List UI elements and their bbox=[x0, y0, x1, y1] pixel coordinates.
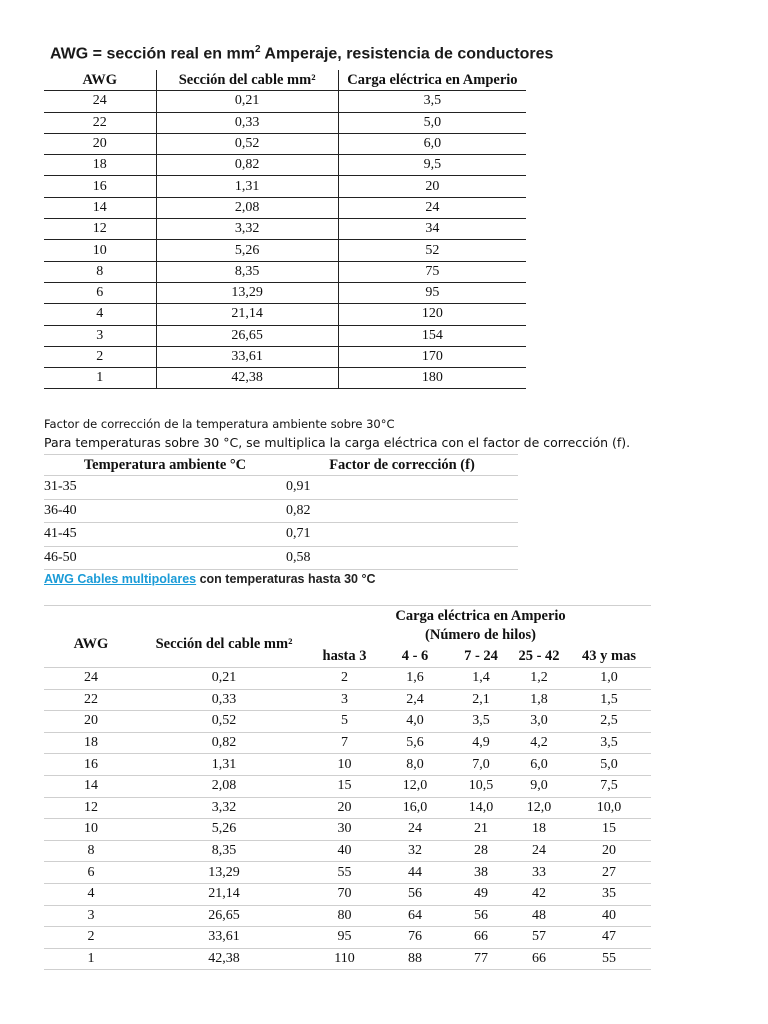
table-cell: 1,5 bbox=[567, 689, 651, 711]
table-cell: 180 bbox=[338, 368, 526, 389]
table-cell: 3,5 bbox=[567, 732, 651, 754]
table1-title-rest: Amperaje, resistencia de conductores bbox=[260, 45, 554, 63]
table-cell: 36-40 bbox=[44, 499, 286, 523]
table-cell: 5,0 bbox=[567, 754, 651, 776]
table-row bbox=[44, 240, 526, 261]
ampere-group-line1: Carga eléctrica en Amperio bbox=[395, 608, 566, 624]
table-cell: 4 bbox=[44, 883, 138, 905]
table-cell: 18 bbox=[44, 732, 138, 754]
column-header-awg: AWG bbox=[44, 606, 138, 668]
table-row bbox=[44, 261, 526, 282]
table-cell: 33,61 bbox=[138, 927, 310, 949]
table-cell: 40 bbox=[310, 840, 379, 862]
table-cell: 80 bbox=[310, 905, 379, 927]
table-row bbox=[44, 523, 518, 547]
table-row bbox=[44, 668, 651, 690]
ampere-group-line2: (Número de hilos) bbox=[425, 627, 536, 643]
table-cell: 6 bbox=[44, 862, 138, 884]
table-cell: 0,82 bbox=[286, 499, 518, 523]
table-cell: 120 bbox=[338, 304, 526, 325]
table-row bbox=[44, 711, 651, 733]
multipolar-heading-rest: con temperaturas hasta 30 °C bbox=[196, 572, 376, 586]
table-cell: 170 bbox=[338, 346, 526, 367]
sub-header-hasta-3: hasta 3 bbox=[310, 646, 379, 668]
table-cell: 10 bbox=[310, 754, 379, 776]
table-cell: 1,0 bbox=[567, 668, 651, 690]
table-cell: 1,31 bbox=[138, 754, 310, 776]
table-row bbox=[44, 819, 651, 841]
sub-header-7-24: 7 - 24 bbox=[451, 646, 511, 668]
table-row bbox=[44, 368, 526, 389]
table-cell: 56 bbox=[451, 905, 511, 927]
table-cell: 18 bbox=[44, 155, 156, 176]
table-cell: 4,9 bbox=[451, 732, 511, 754]
table-cell: 2 bbox=[44, 927, 138, 949]
table-cell: 20 bbox=[44, 133, 156, 154]
table-cell: 6,0 bbox=[338, 133, 526, 154]
table-cell: 13,29 bbox=[156, 282, 338, 303]
table-cell: 15 bbox=[310, 775, 379, 797]
table-cell: 75 bbox=[338, 261, 526, 282]
table-cell: 9,5 bbox=[338, 155, 526, 176]
table-cell: 5,6 bbox=[379, 732, 451, 754]
table-cell: 8,35 bbox=[138, 840, 310, 862]
table-cell: 10 bbox=[44, 819, 138, 841]
table-row bbox=[44, 546, 518, 570]
table-cell: 4,2 bbox=[511, 732, 567, 754]
table-row bbox=[44, 948, 651, 970]
table-cell: 1,31 bbox=[156, 176, 338, 197]
table-row bbox=[44, 176, 526, 197]
table-cell: 7 bbox=[310, 732, 379, 754]
table-cell: 0,82 bbox=[156, 155, 338, 176]
table-cell: 18 bbox=[511, 819, 567, 841]
table-row bbox=[44, 775, 651, 797]
table-cell: 0,71 bbox=[286, 523, 518, 547]
table-cell: 95 bbox=[338, 282, 526, 303]
table-cell: 41-45 bbox=[44, 523, 286, 547]
table-cell: 1 bbox=[44, 948, 138, 970]
table-cell: 3 bbox=[310, 689, 379, 711]
table-cell: 12,0 bbox=[511, 797, 567, 819]
table-cell: 0,21 bbox=[138, 668, 310, 690]
table-cell: 154 bbox=[338, 325, 526, 346]
table-cell: 3,0 bbox=[511, 711, 567, 733]
table-cell: 14 bbox=[44, 197, 156, 218]
table-cell: 49 bbox=[451, 883, 511, 905]
table-cell: 10,5 bbox=[451, 775, 511, 797]
table-cell: 5,26 bbox=[138, 819, 310, 841]
table-cell: 66 bbox=[451, 927, 511, 949]
table-cell: 38 bbox=[451, 862, 511, 884]
table-cell: 16 bbox=[44, 176, 156, 197]
table-cell: 42 bbox=[511, 883, 567, 905]
table-cell: 13,29 bbox=[138, 862, 310, 884]
table-cell: 10 bbox=[44, 240, 156, 261]
table-cell: 1 bbox=[44, 368, 156, 389]
table-cell: 3,5 bbox=[338, 91, 526, 112]
table-cell: 15 bbox=[567, 819, 651, 841]
table-cell: 4 bbox=[44, 304, 156, 325]
table-row bbox=[44, 346, 526, 367]
table-row bbox=[44, 883, 651, 905]
table-row bbox=[44, 862, 651, 884]
table-row bbox=[44, 133, 526, 154]
table-cell: 64 bbox=[379, 905, 451, 927]
table-cell: 20 bbox=[567, 840, 651, 862]
table-cell: 5 bbox=[310, 711, 379, 733]
table-row bbox=[44, 112, 526, 133]
table-cell: 16 bbox=[44, 754, 138, 776]
table-row bbox=[44, 927, 651, 949]
table-cell: 40 bbox=[567, 905, 651, 927]
factor-title: Factor de corrección de la temperatura ambiente sobre 30°C bbox=[44, 417, 395, 431]
table-cell: 110 bbox=[310, 948, 379, 970]
table-cell: 0,82 bbox=[138, 732, 310, 754]
table-cell: 1,6 bbox=[379, 668, 451, 690]
table-cell: 21,14 bbox=[138, 883, 310, 905]
table-cell: 14,0 bbox=[451, 797, 511, 819]
awg-multipolar-link[interactable]: AWG Cables multipolares bbox=[44, 572, 197, 586]
table-row bbox=[44, 325, 526, 346]
table-cell: 57 bbox=[511, 927, 567, 949]
multipolar-table bbox=[44, 605, 651, 970]
table-row bbox=[44, 905, 651, 927]
table-cell: 24 bbox=[338, 197, 526, 218]
column-header-ampere-group bbox=[310, 606, 651, 647]
table-cell: 8,0 bbox=[379, 754, 451, 776]
table-cell: 46-50 bbox=[44, 546, 286, 570]
factor-subtitle: Para temperaturas sobre 30 °C, se multiplica la carga eléctrica con el factor de corrección (f). bbox=[44, 435, 631, 450]
table-cell: 22 bbox=[44, 112, 156, 133]
table-row bbox=[44, 797, 651, 819]
table-cell: 0,52 bbox=[156, 133, 338, 154]
table1-title-superscript: 2 bbox=[254, 44, 261, 55]
table-cell: 21,14 bbox=[156, 304, 338, 325]
table-cell: 20 bbox=[44, 711, 138, 733]
sub-header-25-42: 25 - 42 bbox=[511, 646, 567, 668]
table-row bbox=[44, 754, 651, 776]
table-cell: 0,33 bbox=[138, 689, 310, 711]
table-cell: 20 bbox=[310, 797, 379, 819]
table1-title-main: AWG = sección real en mm bbox=[50, 45, 255, 63]
correction-factor-table bbox=[44, 454, 518, 570]
table-cell: 2 bbox=[44, 346, 156, 367]
table-cell: 33 bbox=[511, 862, 567, 884]
table-cell: 3,32 bbox=[138, 797, 310, 819]
table-cell: 70 bbox=[310, 883, 379, 905]
column-header-awg: AWG bbox=[44, 70, 156, 91]
table-cell: 0,52 bbox=[138, 711, 310, 733]
table-cell: 28 bbox=[451, 840, 511, 862]
table1-title bbox=[50, 44, 553, 63]
table-cell: 31-35 bbox=[44, 476, 286, 500]
table-cell: 7,0 bbox=[451, 754, 511, 776]
table-cell: 2 bbox=[310, 668, 379, 690]
table-cell: 2,08 bbox=[138, 775, 310, 797]
table-cell: 26,65 bbox=[138, 905, 310, 927]
table-cell: 34 bbox=[338, 219, 526, 240]
table-cell: 42,38 bbox=[138, 948, 310, 970]
table-cell: 6,0 bbox=[511, 754, 567, 776]
column-header-temperature: Temperatura ambiente °C bbox=[44, 455, 286, 476]
table-cell: 24 bbox=[44, 668, 138, 690]
table-cell: 1,2 bbox=[511, 668, 567, 690]
table-cell: 8 bbox=[44, 840, 138, 862]
table-cell: 33,61 bbox=[156, 346, 338, 367]
table-cell: 14 bbox=[44, 775, 138, 797]
table-cell: 0,91 bbox=[286, 476, 518, 500]
table-cell: 5,26 bbox=[156, 240, 338, 261]
table-cell: 88 bbox=[379, 948, 451, 970]
table-row bbox=[44, 219, 526, 240]
table-row bbox=[44, 282, 526, 303]
table-cell: 27 bbox=[567, 862, 651, 884]
table-cell: 2,4 bbox=[379, 689, 451, 711]
table-cell: 30 bbox=[310, 819, 379, 841]
table-cell: 24 bbox=[511, 840, 567, 862]
table-cell: 44 bbox=[379, 862, 451, 884]
table-row bbox=[44, 304, 526, 325]
table-row bbox=[44, 155, 526, 176]
table-cell: 12,0 bbox=[379, 775, 451, 797]
table-cell: 26,65 bbox=[156, 325, 338, 346]
sub-header-43-mas: 43 y mas bbox=[567, 646, 651, 668]
table-cell: 6 bbox=[44, 282, 156, 303]
table-cell: 21 bbox=[451, 819, 511, 841]
table-cell: 12 bbox=[44, 219, 156, 240]
table-cell: 3 bbox=[44, 905, 138, 927]
table-cell: 0,58 bbox=[286, 546, 518, 570]
table-cell: 56 bbox=[379, 883, 451, 905]
table-cell: 55 bbox=[567, 948, 651, 970]
table-cell: 2,1 bbox=[451, 689, 511, 711]
table-cell: 35 bbox=[567, 883, 651, 905]
column-header-section: Sección del cable mm² bbox=[138, 606, 310, 668]
table-cell: 4,0 bbox=[379, 711, 451, 733]
table-cell: 20 bbox=[338, 176, 526, 197]
table-cell: 0,21 bbox=[156, 91, 338, 112]
table-cell: 76 bbox=[379, 927, 451, 949]
table-cell: 66 bbox=[511, 948, 567, 970]
table-cell: 32 bbox=[379, 840, 451, 862]
table-cell: 7,5 bbox=[567, 775, 651, 797]
table-row bbox=[44, 840, 651, 862]
table-cell: 0,33 bbox=[156, 112, 338, 133]
table-cell: 10,0 bbox=[567, 797, 651, 819]
column-header-ampere: Carga eléctrica en Amperio bbox=[338, 70, 526, 91]
table-row bbox=[44, 499, 518, 523]
sub-header-4-6: 4 - 6 bbox=[379, 646, 451, 668]
table-cell: 22 bbox=[44, 689, 138, 711]
table-row bbox=[44, 91, 526, 112]
table-row bbox=[44, 476, 518, 500]
table-cell: 5,0 bbox=[338, 112, 526, 133]
table-cell: 16,0 bbox=[379, 797, 451, 819]
column-header-factor: Factor de corrección (f) bbox=[286, 455, 518, 476]
table-cell: 8,35 bbox=[156, 261, 338, 282]
table-cell: 3,32 bbox=[156, 219, 338, 240]
table-cell: 3,5 bbox=[451, 711, 511, 733]
multipolar-heading bbox=[44, 572, 376, 586]
table-cell: 52 bbox=[338, 240, 526, 261]
table-cell: 3 bbox=[44, 325, 156, 346]
table-cell: 77 bbox=[451, 948, 511, 970]
table-cell: 55 bbox=[310, 862, 379, 884]
table-cell: 24 bbox=[379, 819, 451, 841]
table-cell: 9,0 bbox=[511, 775, 567, 797]
table-cell: 95 bbox=[310, 927, 379, 949]
table-cell: 2,5 bbox=[567, 711, 651, 733]
table-cell: 48 bbox=[511, 905, 567, 927]
table-row bbox=[44, 689, 651, 711]
column-header-section: Sección del cable mm² bbox=[156, 70, 338, 91]
awg-ampacity-table bbox=[44, 70, 526, 389]
table-row bbox=[44, 197, 526, 218]
table-cell: 42,38 bbox=[156, 368, 338, 389]
table-cell: 47 bbox=[567, 927, 651, 949]
table-row bbox=[44, 732, 651, 754]
table-cell: 1,8 bbox=[511, 689, 567, 711]
table-cell: 24 bbox=[44, 91, 156, 112]
table-cell: 2,08 bbox=[156, 197, 338, 218]
table-cell: 8 bbox=[44, 261, 156, 282]
table-cell: 12 bbox=[44, 797, 138, 819]
table-cell: 1,4 bbox=[451, 668, 511, 690]
